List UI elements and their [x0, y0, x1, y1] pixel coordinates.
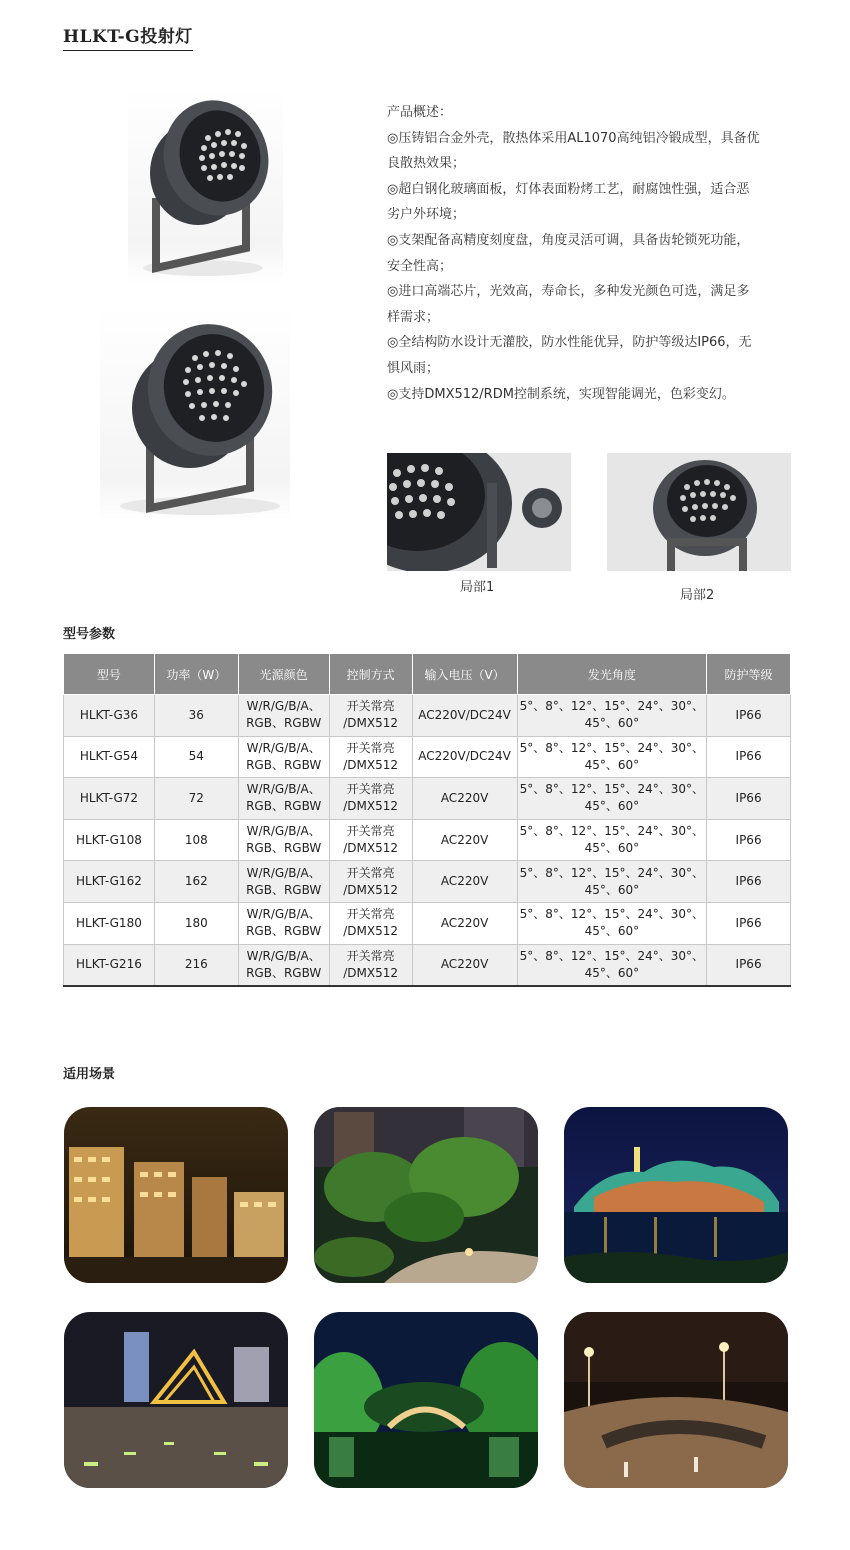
cell-model: HLKT-G72	[64, 778, 155, 820]
cell-ip: IP66	[707, 944, 791, 986]
cell-control: 开关常亮 /DMX512	[329, 819, 412, 861]
cell-control: 开关常亮 /DMX512	[329, 778, 412, 820]
cell-power: 216	[154, 944, 238, 986]
product-image-1	[128, 88, 283, 283]
cell-power: 72	[154, 778, 238, 820]
cell-voltage: AC220V/DC24V	[412, 736, 517, 778]
cell-control: 开关常亮 /DMX512	[329, 695, 412, 737]
spec-section-title: 型号参数	[63, 627, 116, 642]
overview-line: ◎超白钢化玻璃面板，灯体表面粉烤工艺，耐腐蚀性强，适合恶	[387, 181, 750, 197]
cell-ip: IP66	[707, 819, 791, 861]
overview-heading: 产品概述：	[387, 105, 453, 120]
overview-line: ◎压铸铝合金外壳，散热体采用AL1070高纯铝冷锻成型，具备优	[387, 130, 760, 146]
cell-model: HLKT-G36	[64, 695, 155, 737]
cell-color: W/R/G/B/A、 RGB、RGBW	[238, 736, 329, 778]
cell-angle: 5°、8°、12°、15°、24°、30°、 45°、60°	[517, 695, 707, 737]
cell-voltage: AC220V	[412, 819, 517, 861]
header-color: 光源颜色	[238, 654, 329, 695]
scene-image-square	[64, 1312, 288, 1488]
cell-voltage: AC220V	[412, 944, 517, 986]
page-title: HLKT-G投射灯	[63, 22, 193, 51]
cell-voltage: AC220V	[412, 861, 517, 903]
cell-power: 54	[154, 736, 238, 778]
cell-model: HLKT-G54	[64, 736, 155, 778]
header-voltage: 输入电压（V）	[412, 654, 517, 695]
overview-line: 样需求；	[387, 309, 440, 325]
cell-ip: IP66	[707, 778, 791, 820]
cell-ip: IP66	[707, 736, 791, 778]
detail-image-2	[607, 453, 791, 571]
cell-color: W/R/G/B/A、 RGB、RGBW	[238, 778, 329, 820]
detail-image-1	[387, 453, 571, 571]
spec-table-header	[64, 654, 791, 695]
product-image-2	[100, 308, 290, 520]
cell-ip: IP66	[707, 902, 791, 944]
overview-line: 劣户外环境；	[387, 207, 466, 223]
table-row	[64, 902, 791, 944]
header-angle: 发光角度	[517, 654, 707, 695]
scenes-section-title: 适用场景	[63, 1067, 116, 1082]
scene-image-plaza	[564, 1312, 788, 1488]
cell-voltage: AC220V/DC24V	[412, 695, 517, 737]
cell-angle: 5°、8°、12°、15°、24°、30°、 45°、60°	[517, 902, 707, 944]
product-overview	[387, 100, 792, 407]
cell-voltage: AC220V	[412, 902, 517, 944]
cell-power: 108	[154, 819, 238, 861]
scene-image-park	[314, 1312, 538, 1488]
cell-power: 180	[154, 902, 238, 944]
cell-power: 162	[154, 861, 238, 903]
scene-image-buildings	[64, 1107, 288, 1283]
overview-line: 安全性高；	[387, 258, 453, 274]
cell-angle: 5°、8°、12°、15°、24°、30°、 45°、60°	[517, 861, 707, 903]
overview-line: ◎支持DMX512/RDM控制系统，实现智能调光，色彩变幻。	[387, 386, 735, 402]
cell-color: W/R/G/B/A、 RGB、RGBW	[238, 695, 329, 737]
header-control: 控制方式	[329, 654, 412, 695]
cell-color: W/R/G/B/A、 RGB、RGBW	[238, 902, 329, 944]
overview-line: ◎全结构防水设计无灌胶，防水性能优异，防护等级达IP66，无	[387, 335, 752, 351]
cell-angle: 5°、8°、12°、15°、24°、30°、 45°、60°	[517, 944, 707, 986]
detail-caption-2: 局部2	[680, 588, 715, 603]
table-row	[64, 944, 791, 986]
cell-color: W/R/G/B/A、 RGB、RGBW	[238, 861, 329, 903]
detail-caption-1: 局部1	[460, 580, 495, 595]
header-model: 型号	[64, 654, 155, 695]
cell-control: 开关常亮 /DMX512	[329, 902, 412, 944]
table-row	[64, 861, 791, 903]
cell-control: 开关常亮 /DMX512	[329, 861, 412, 903]
cell-model: HLKT-G162	[64, 861, 155, 903]
cell-angle: 5°、8°、12°、15°、24°、30°、 45°、60°	[517, 778, 707, 820]
overview-line: 惧风雨；	[387, 360, 440, 376]
cell-model: HLKT-G108	[64, 819, 155, 861]
cell-color: W/R/G/B/A、 RGB、RGBW	[238, 819, 329, 861]
header-ip: 防护等级	[707, 654, 791, 695]
table-row	[64, 819, 791, 861]
table-row	[64, 695, 791, 737]
overview-line: ◎进口高端芯片，光效高，寿命长，多种发光颜色可选，满足多	[387, 284, 750, 300]
overview-line: ◎支架配备高精度刻度盘，角度灵活可调，具备齿轮锁死功能，	[387, 232, 750, 248]
overview-line: 良散热效果；	[387, 156, 466, 172]
cell-model: HLKT-G216	[64, 944, 155, 986]
cell-ip: IP66	[707, 861, 791, 903]
table-row	[64, 778, 791, 820]
header-power: 功率（W）	[154, 654, 238, 695]
cell-model: HLKT-G180	[64, 902, 155, 944]
scene-image-hill	[564, 1107, 788, 1283]
cell-angle: 5°、8°、12°、15°、24°、30°、 45°、60°	[517, 736, 707, 778]
cell-color: W/R/G/B/A、 RGB、RGBW	[238, 944, 329, 986]
scene-image-garden	[314, 1107, 538, 1283]
cell-angle: 5°、8°、12°、15°、24°、30°、 45°、60°	[517, 819, 707, 861]
cell-control: 开关常亮 /DMX512	[329, 944, 412, 986]
cell-ip: IP66	[707, 695, 791, 737]
cell-voltage: AC220V	[412, 778, 517, 820]
cell-power: 36	[154, 695, 238, 737]
table-row	[64, 736, 791, 778]
spec-table	[63, 653, 791, 987]
cell-control: 开关常亮 /DMX512	[329, 736, 412, 778]
